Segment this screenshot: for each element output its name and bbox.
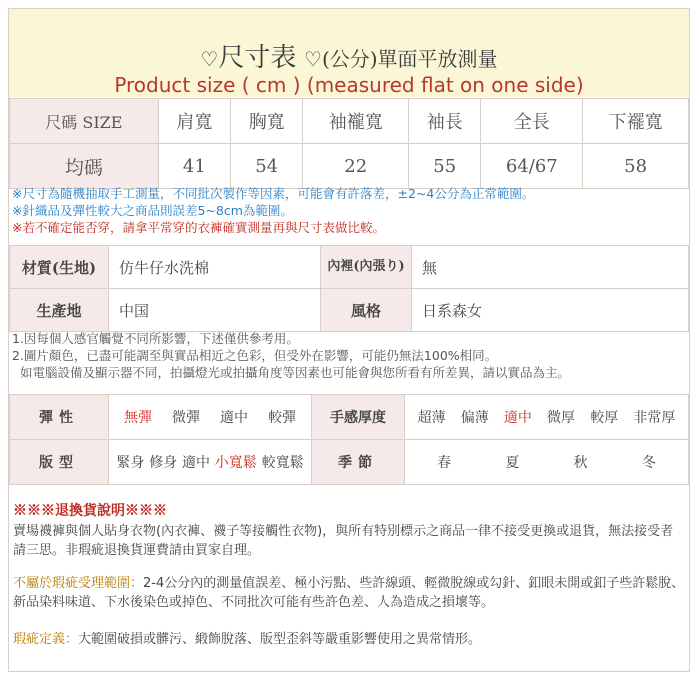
disclaimer (12, 330, 570, 381)
option-item: 春 (437, 455, 452, 471)
option-item: 較寬鬆 (261, 455, 304, 471)
armhole-column-header: 袖襱寬 (303, 99, 409, 144)
thickness-label: 手感厚度 (312, 395, 405, 440)
option-item: 微厚 (547, 410, 576, 426)
size-table-header-row (10, 99, 689, 144)
return-policy-body: 賣場襪褲與個人貼身衣物(內衣褲、襪子等接觸性衣物)，與所有特別標示之商品一律不接受更換或退貨，無法接受者請三思。非瑕疵退換貨運費請由買家自理。 (13, 524, 674, 558)
disclaimer-line: 2.圖片顏色，已盡可能調至與實品相近之色彩，但受外在影響，可能仍無法100%相同。 (12, 348, 498, 363)
table-row (10, 440, 689, 485)
length-column-header: 全長 (481, 99, 583, 144)
fit-label: 版型 (10, 440, 109, 485)
table-cell: 41 (158, 144, 230, 189)
option-item: 冬 (641, 455, 656, 471)
table-cell: 58 (583, 144, 689, 189)
fit-options (109, 440, 312, 485)
size-chart-header (9, 9, 689, 97)
lining-label: 內裡(內張り) (321, 246, 412, 289)
product-info-table (9, 245, 689, 332)
note-line: ※尺寸為隨機抽取手工測量，不同批次製作等因素，可能會有許落差，±2~4公分為正常範圍。 (12, 186, 535, 201)
option-selected: 小寬鬆 (214, 455, 257, 471)
table-cell: 22 (303, 144, 409, 189)
style-value: 日系森女 (412, 289, 689, 332)
option-item: 非常厚 (633, 410, 676, 426)
heart-icon: ♡ (200, 47, 219, 71)
elasticity-label: 彈性 (10, 395, 109, 440)
option-item: 夏 (505, 455, 520, 471)
option-item: 緊身 (116, 455, 145, 471)
option-item: 適中 (181, 455, 210, 471)
lining-value: 無 (412, 246, 689, 289)
sleeve-column-header: 袖長 (409, 99, 481, 144)
option-item: 較彈 (268, 410, 296, 426)
origin-label: 生產地 (10, 289, 109, 332)
note-line: ※針織品及彈性較大之商品則誤差5~8cm為範圍。 (12, 203, 293, 218)
material-label: 材質(生地) (10, 246, 109, 289)
option-selected: 無彈 (124, 410, 152, 426)
disclaimer-line: 如電腦設備及顯示器不同，拍攝燈光或拍攝角度等因素也可能會與您所看有所差異，請以實品為主。 (20, 365, 571, 380)
thickness-options (405, 395, 689, 440)
attributes-table (9, 394, 689, 485)
origin-value: 中国 (109, 289, 321, 332)
return-policy (9, 484, 689, 668)
note-line-warning: ※若不確定能否穿，請拿平常穿的衣褲確實測量再與尺寸表做比較。 (12, 220, 385, 235)
nondefect-text: 2-4公分內的測量值誤差、極小污點、些許線頭、輕微脫線或勾針、釦眼未開或釦子些許鬆脫、新品染料味道、下水後染色或掉色、不同批次可能有些許色差、人為造成之損壞等。 (13, 576, 685, 610)
defect-section (13, 630, 685, 649)
disclaimer-line: 1.因每個人感官觸覺不同所影響，下述僅供參考用。 (12, 331, 299, 346)
size-column-header: 尺碼 SIZE (10, 99, 159, 144)
elasticity-options (109, 395, 312, 440)
hem-column-header: 下襬寬 (583, 99, 689, 144)
chest-column-header: 胸寬 (231, 99, 303, 144)
page-title: ♡尺寸表 ♡(公分)單面平放測量 (200, 43, 498, 73)
nondefect-heading: 不屬於瑕疵受理範圍： (13, 576, 144, 591)
style-label: 風格 (321, 289, 412, 332)
option-item: 較厚 (590, 410, 619, 426)
table-row (10, 246, 689, 289)
table-cell: 55 (409, 144, 481, 189)
table-row (10, 144, 689, 189)
shoulder-column-header: 肩寬 (158, 99, 230, 144)
option-item: 偏薄 (460, 410, 489, 426)
option-selected: 適中 (503, 410, 532, 426)
page-subtitle: Product size ( cm ) (measured flat on one side) (114, 73, 584, 97)
option-item: 微彈 (172, 410, 200, 426)
nondefect-section (13, 574, 685, 612)
table-row (10, 395, 689, 440)
season-options (405, 440, 689, 485)
option-item: 秋 (573, 455, 588, 471)
defect-text: 大範圍破損或髒污、緞飾脫落、版型歪斜等嚴重影響使用之異常情形。 (78, 632, 482, 647)
table-cell: 54 (231, 144, 303, 189)
table-cell: 64/67 (481, 144, 583, 189)
return-policy-title: ※※※退換貨說明※※※ (13, 503, 167, 519)
measurement-notes (12, 185, 534, 236)
option-item: 修身 (149, 455, 178, 471)
defect-heading: 瑕疵定義： (13, 632, 79, 647)
table-row (10, 289, 689, 332)
size-label: 均碼 (10, 144, 159, 189)
option-item: 超薄 (417, 410, 446, 426)
option-item: 適中 (220, 410, 248, 426)
material-value: 仿牛仔水洗棉 (109, 246, 321, 289)
heart-icon: ♡ (304, 47, 322, 71)
size-table (9, 98, 689, 189)
season-label: 季節 (312, 440, 405, 485)
